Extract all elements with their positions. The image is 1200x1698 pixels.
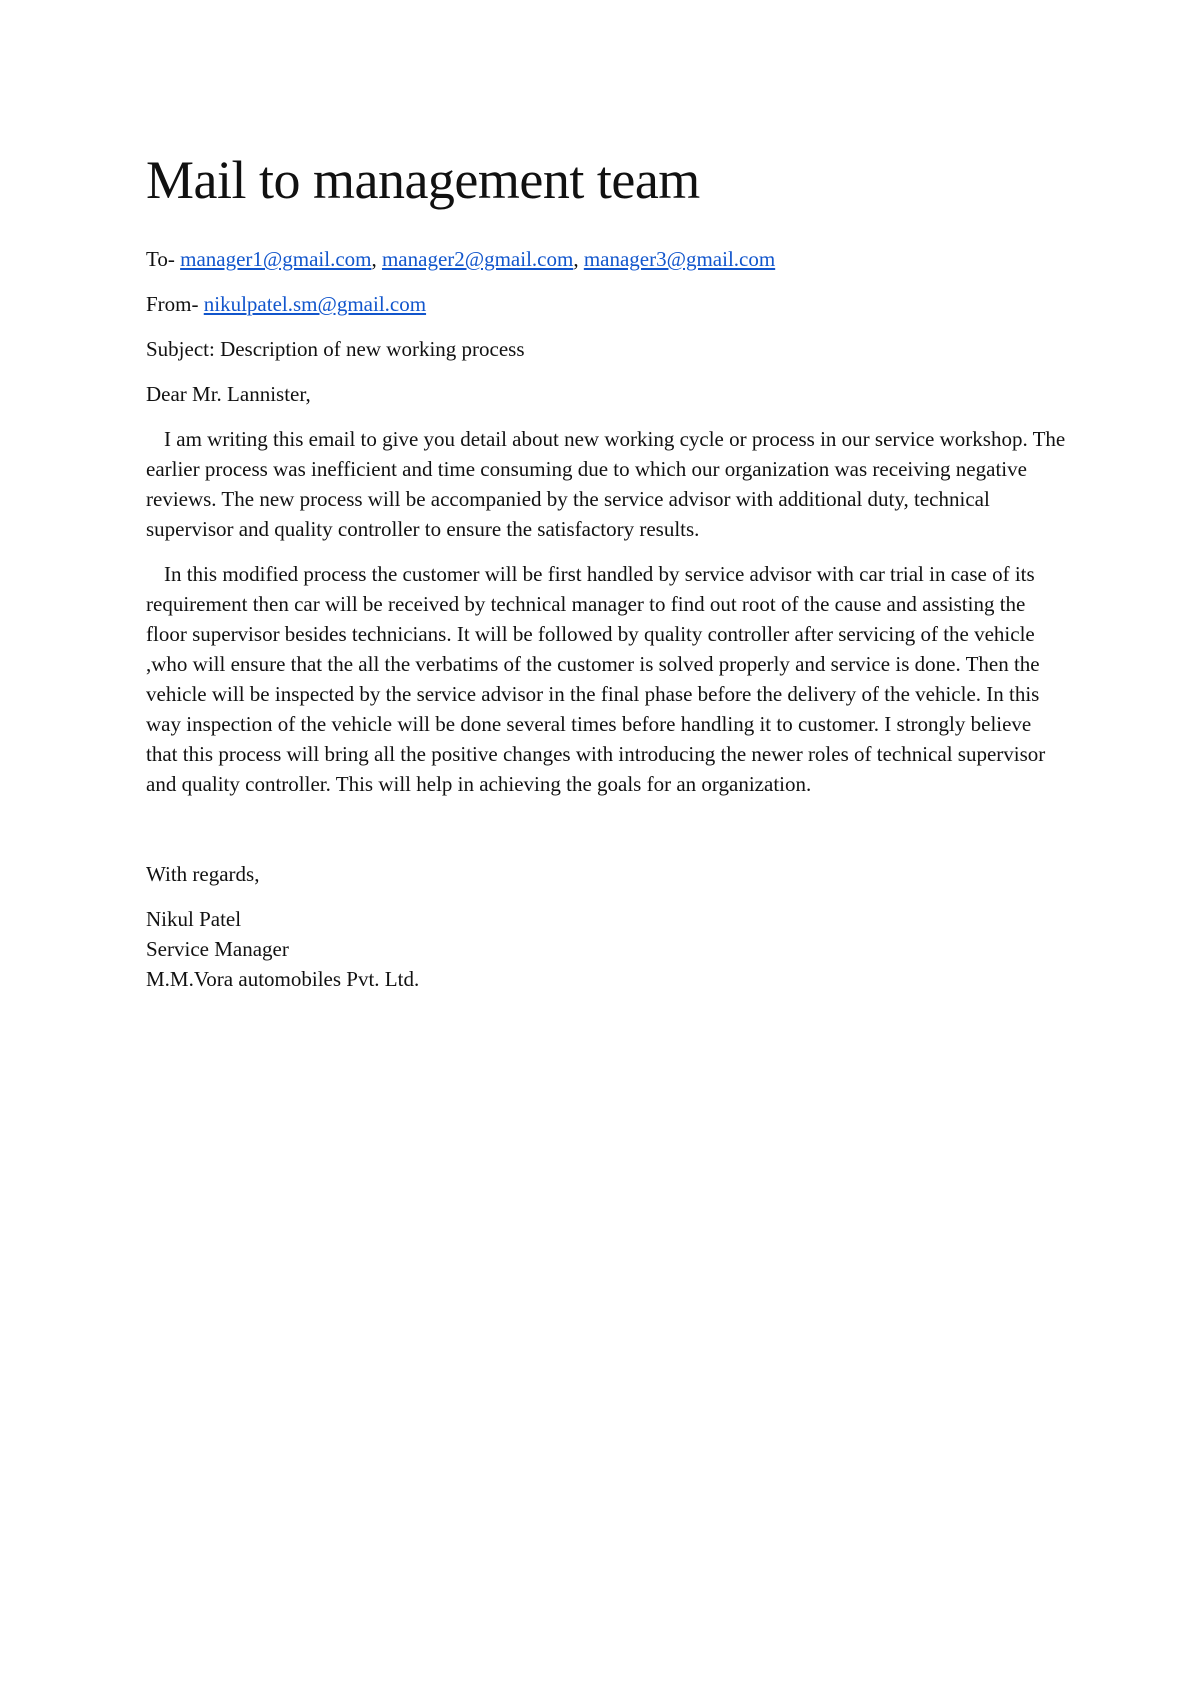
recipient-separator-2: ,: [573, 247, 584, 271]
from-line: [146, 289, 1066, 319]
to-label: To-: [146, 247, 181, 271]
sender-email[interactable]: nikulpatel.sm@gmail.com: [203, 292, 427, 316]
subject-line: Subject: Description of new working process: [146, 337, 525, 361]
signature-name: Nikul Patel: [146, 907, 242, 931]
body-paragraph-1: I am writing this email to give you detail about new working cycle or process in our service workshop. The earlier process was inefficient and time consuming due to which our organization was receiving negative reviews. The new process will be accompanied by the service advisor with additional duty, technical supervisor and quality controller to ensure the satisfactory results.: [146, 427, 1066, 541]
recipient-email-3[interactable]: manager3@gmail.com: [583, 247, 776, 271]
salutation: Dear Mr. Lannister,: [146, 382, 311, 406]
recipient-email-1[interactable]: manager1@gmail.com: [180, 247, 372, 271]
signature-company: M.M.Vora automobiles Pvt. Ltd.: [146, 967, 420, 991]
recipient-separator-1: ,: [371, 247, 382, 271]
document-title: Mail to management team: [146, 150, 700, 210]
to-line: [146, 244, 1066, 274]
from-label: From-: [146, 292, 204, 316]
closing: With regards,: [146, 862, 260, 886]
document-body: [146, 150, 1066, 994]
recipient-email-2[interactable]: manager2@gmail.com: [381, 247, 574, 271]
signature-role: Service Manager: [146, 937, 289, 961]
body-paragraph-2: In this modified process the customer will be first handled by service advisor with car trial in case of its requirement then car will be received by technical manager to find out root of the cause and assisting the floor supervisor besides technicians. It will be followed by quality controller after servicing of the vehicle ,who will ensure that the all the verbatims of the customer is solved properly and service is done. Then the vehicle will be inspected by the service advisor in the final phase before the delivery of the vehicle. In this way inspection of the vehicle will be done several times before handling it to customer. I strongly believe that this process will bring all the positive changes with introducing the newer roles of technical supervisor and quality controller. This will help in achieving the goals for an organization.: [146, 562, 1046, 796]
signature-block: [146, 904, 1066, 994]
